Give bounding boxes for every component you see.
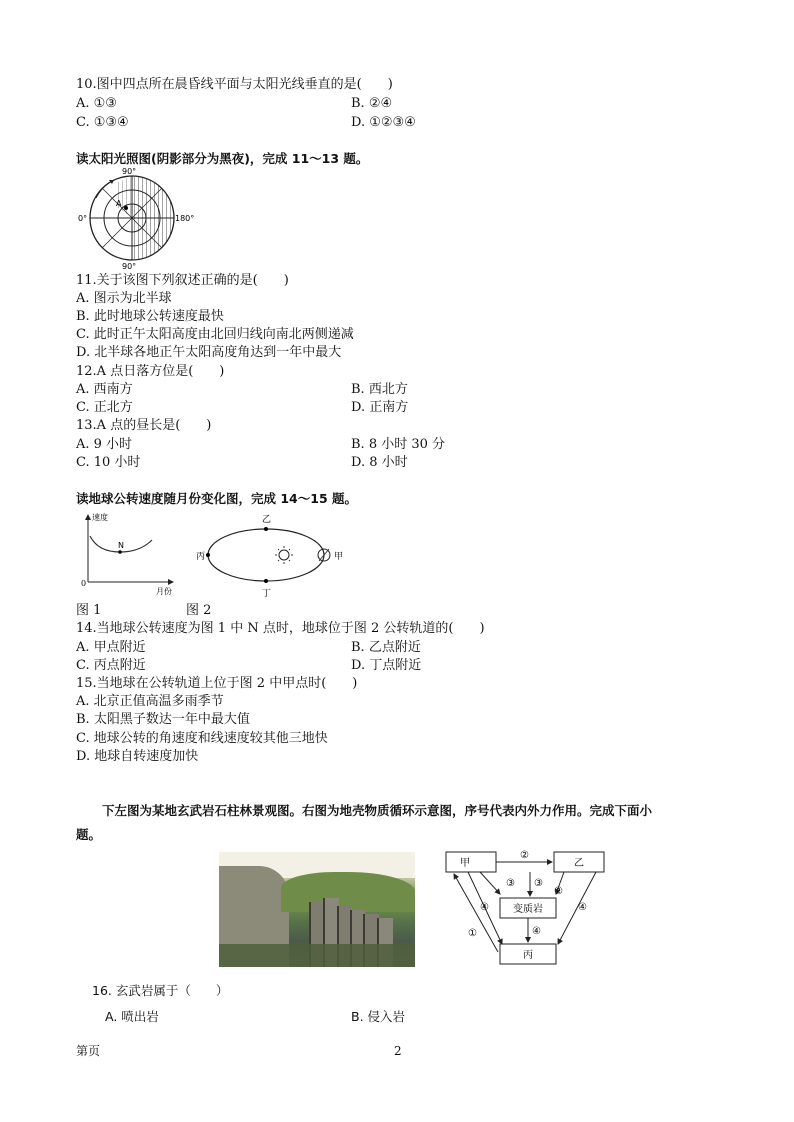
orbit-label-jia: 甲 <box>334 552 344 562</box>
q10-option-d: D. ①②③④ <box>351 115 416 130</box>
orbit-label-yi: 乙 <box>262 515 272 525</box>
section-intro-14-15: 读地球公转速度随月份变化图，完成 14～15 题。 <box>76 491 357 506</box>
q15-option-b: B. 太阳黑子数达一年中最大值 <box>76 712 250 727</box>
cycle-num-2-right: ② <box>554 886 563 897</box>
q16-stem: 16. 玄武岩属于（ ） <box>92 983 229 998</box>
fig2-xlabel: 月份 <box>156 587 172 596</box>
q14-option-d: D. 丁点附近 <box>351 658 422 673</box>
cycle-num-4-center: ④ <box>532 926 541 937</box>
q11-option-d: D. 北半球各地正午太阳高度角达到一年中最大 <box>76 345 342 360</box>
sunlight-diagram <box>78 168 198 270</box>
q12-option-a: A. 西南方 <box>76 382 133 397</box>
q16-option-a: A. 喷出岩 <box>105 1009 159 1024</box>
rock-cycle-diagram <box>440 846 615 970</box>
q13-stem: 13.A 点的昼长是( ) <box>76 418 212 433</box>
q12-stem: 12.A 点日落方位是( ) <box>76 364 225 379</box>
q12-option-d: D. 正南方 <box>351 400 409 415</box>
q13-option-b: B. 8 小时 30 分 <box>351 437 446 452</box>
fig2-ylabel: 速度 <box>92 513 108 522</box>
q11-option-c: C. 此时正午太阳高度由北回归线向南北两侧递减 <box>76 327 354 342</box>
q13-option-a: A. 9 小时 <box>76 437 133 452</box>
cycle-num-4-left: ④ <box>480 902 489 913</box>
q12-option-b: B. 西北方 <box>351 382 408 397</box>
fig1-label-left: 0° <box>78 214 88 223</box>
q10-stem: 10.图中四点所在晨昏线平面与太阳光线垂直的是( ) <box>76 77 393 92</box>
q15-stem: 15.当地球在公转轨道上位于图 2 中甲点时( ) <box>76 676 358 691</box>
fig1-label-a: A <box>116 199 122 208</box>
page-number: 2 <box>394 1044 402 1058</box>
q10-option-c: C. ①③④ <box>76 115 129 130</box>
q11-stem: 11.关于该图下列叙述正确的是( ) <box>76 273 289 288</box>
q10-option-b: B. ②④ <box>351 96 393 111</box>
cycle-box-metamorphic: 变质岩 <box>513 904 543 915</box>
q13-option-c: C. 10 小时 <box>76 455 141 470</box>
q14-stem: 14.当地球公转速度为图 1 中 N 点时，地球位于图 2 公转轨道的( ) <box>76 621 485 636</box>
sun-icon <box>275 546 293 564</box>
q15-option-d: D. 地球自转速度加快 <box>76 749 199 764</box>
cycle-num-1: ① <box>468 928 477 939</box>
q11-option-a: A. 图示为北半球 <box>76 291 172 306</box>
fig2-caption-1: 图 1 <box>76 603 102 618</box>
orbit-label-ding: 丁 <box>262 589 272 599</box>
footer-left: 第页 <box>76 1044 101 1058</box>
section-intro-16: 下左图为某地玄武岩石柱林景观图。右图为地壳物质循环示意图，序号代表内外力作用。完成下面小 <box>102 803 653 818</box>
cycle-num-4-right: ④ <box>578 902 587 913</box>
q10-option-a: A. ①③ <box>76 96 117 111</box>
q13-option-d: D. 8 小时 <box>351 455 408 470</box>
q16-option-b: B. 侵入岩 <box>351 1009 406 1024</box>
orbit-label-bing: 丙 <box>196 552 206 562</box>
cycle-num-2-top: ② <box>520 850 529 861</box>
cycle-num-3-left: ③ <box>506 878 515 889</box>
q14-option-c: C. 丙点附近 <box>76 658 146 673</box>
q12-option-c: C. 正北方 <box>76 400 133 415</box>
q15-option-c: C. 地球公转的角速度和线速度较其他三地快 <box>76 731 328 746</box>
section-intro-16-cont: 题。 <box>76 827 102 842</box>
fig2-origin: 0 <box>81 579 87 588</box>
fig2-point-n: N <box>118 541 124 550</box>
fig1-label-bottom: 90° <box>122 262 137 270</box>
q15-option-a: A. 北京正值高温多雨季节 <box>76 694 224 709</box>
section-intro-11-13: 读太阳光照图(阴影部分为黑夜)，完成 11～13 题。 <box>76 151 369 166</box>
q14-option-a: A. 甲点附近 <box>76 640 146 655</box>
fig1-label-right: 180° <box>175 214 195 223</box>
fig1-label-top: 90° <box>122 168 137 176</box>
orbit-diagram <box>192 510 352 600</box>
cycle-box-bing: 丙 <box>523 950 533 961</box>
basalt-column-photo <box>219 852 415 967</box>
cycle-box-yi: 乙 <box>574 858 584 869</box>
cycle-num-3-right: ③ <box>534 878 543 889</box>
speed-curve-chart <box>78 510 188 600</box>
fig2-caption-2: 图 2 <box>186 603 212 618</box>
cycle-box-jia: 甲 <box>460 858 470 869</box>
q11-option-b: B. 此时地球公转速度最快 <box>76 309 224 324</box>
q14-option-b: B. 乙点附近 <box>351 640 421 655</box>
